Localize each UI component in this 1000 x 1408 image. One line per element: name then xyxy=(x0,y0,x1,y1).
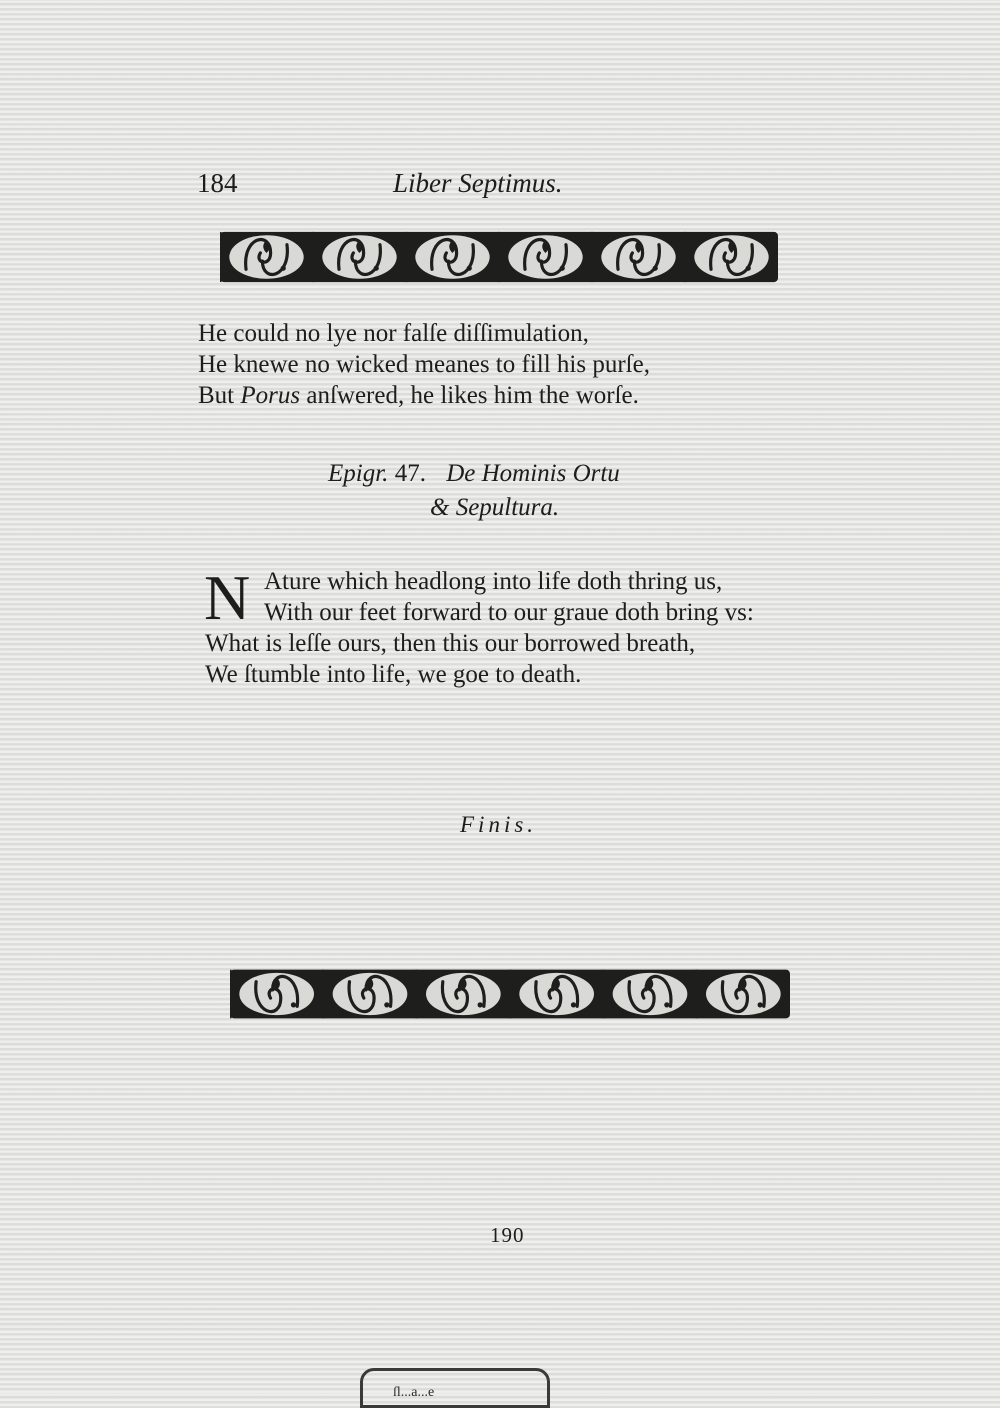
verse-line: We ſtumble into life, we goe to death. xyxy=(205,661,582,688)
epigram-label: Epigr. xyxy=(328,460,389,487)
epigram-number: 47. xyxy=(394,460,426,487)
folio-number: 190 xyxy=(490,1223,525,1247)
verse-line-end: anſwered, he likes him the worſe. xyxy=(300,382,639,409)
verse-line-start: But xyxy=(198,382,241,409)
bleed-through-text xyxy=(712,386,852,716)
ornament-bottom-svg xyxy=(230,962,790,1026)
drop-cap: N xyxy=(204,562,251,633)
epigram-title: De Hominis Ortu xyxy=(446,460,620,487)
verse-line: Ature which headlong into life doth thring us, xyxy=(264,568,723,595)
ornament-top-svg xyxy=(220,224,778,290)
verse-line xyxy=(198,380,650,411)
page-number: 184 xyxy=(197,168,238,198)
verse-line: He knewe no wicked meanes to fill his purſe, xyxy=(198,351,650,378)
epigram-heading-line2: & Sepultura. xyxy=(430,494,560,521)
page-header xyxy=(197,168,617,208)
fleuron-band-icon xyxy=(220,224,778,290)
epigram-heading-line1 xyxy=(328,456,620,491)
verse-line: He could no lye nor falſe diſſimulation, xyxy=(198,320,589,347)
proper-name: Porus xyxy=(240,382,301,409)
library-stamp xyxy=(360,1368,550,1408)
verse-line: With our feet forward to our graue doth bring vs: xyxy=(264,599,754,626)
fleuron-band-icon xyxy=(230,962,790,1026)
running-title: Liber Septimus. xyxy=(393,168,563,198)
finis-label: Finis. xyxy=(460,812,538,837)
stanza-two xyxy=(205,628,695,690)
stamp-text: ſl...a...e xyxy=(393,1385,435,1400)
verse-line: What is leſſe ours, then this our borrowed breath, xyxy=(205,630,696,657)
stanza-one xyxy=(198,318,650,411)
stanza-two-indented xyxy=(264,566,754,628)
